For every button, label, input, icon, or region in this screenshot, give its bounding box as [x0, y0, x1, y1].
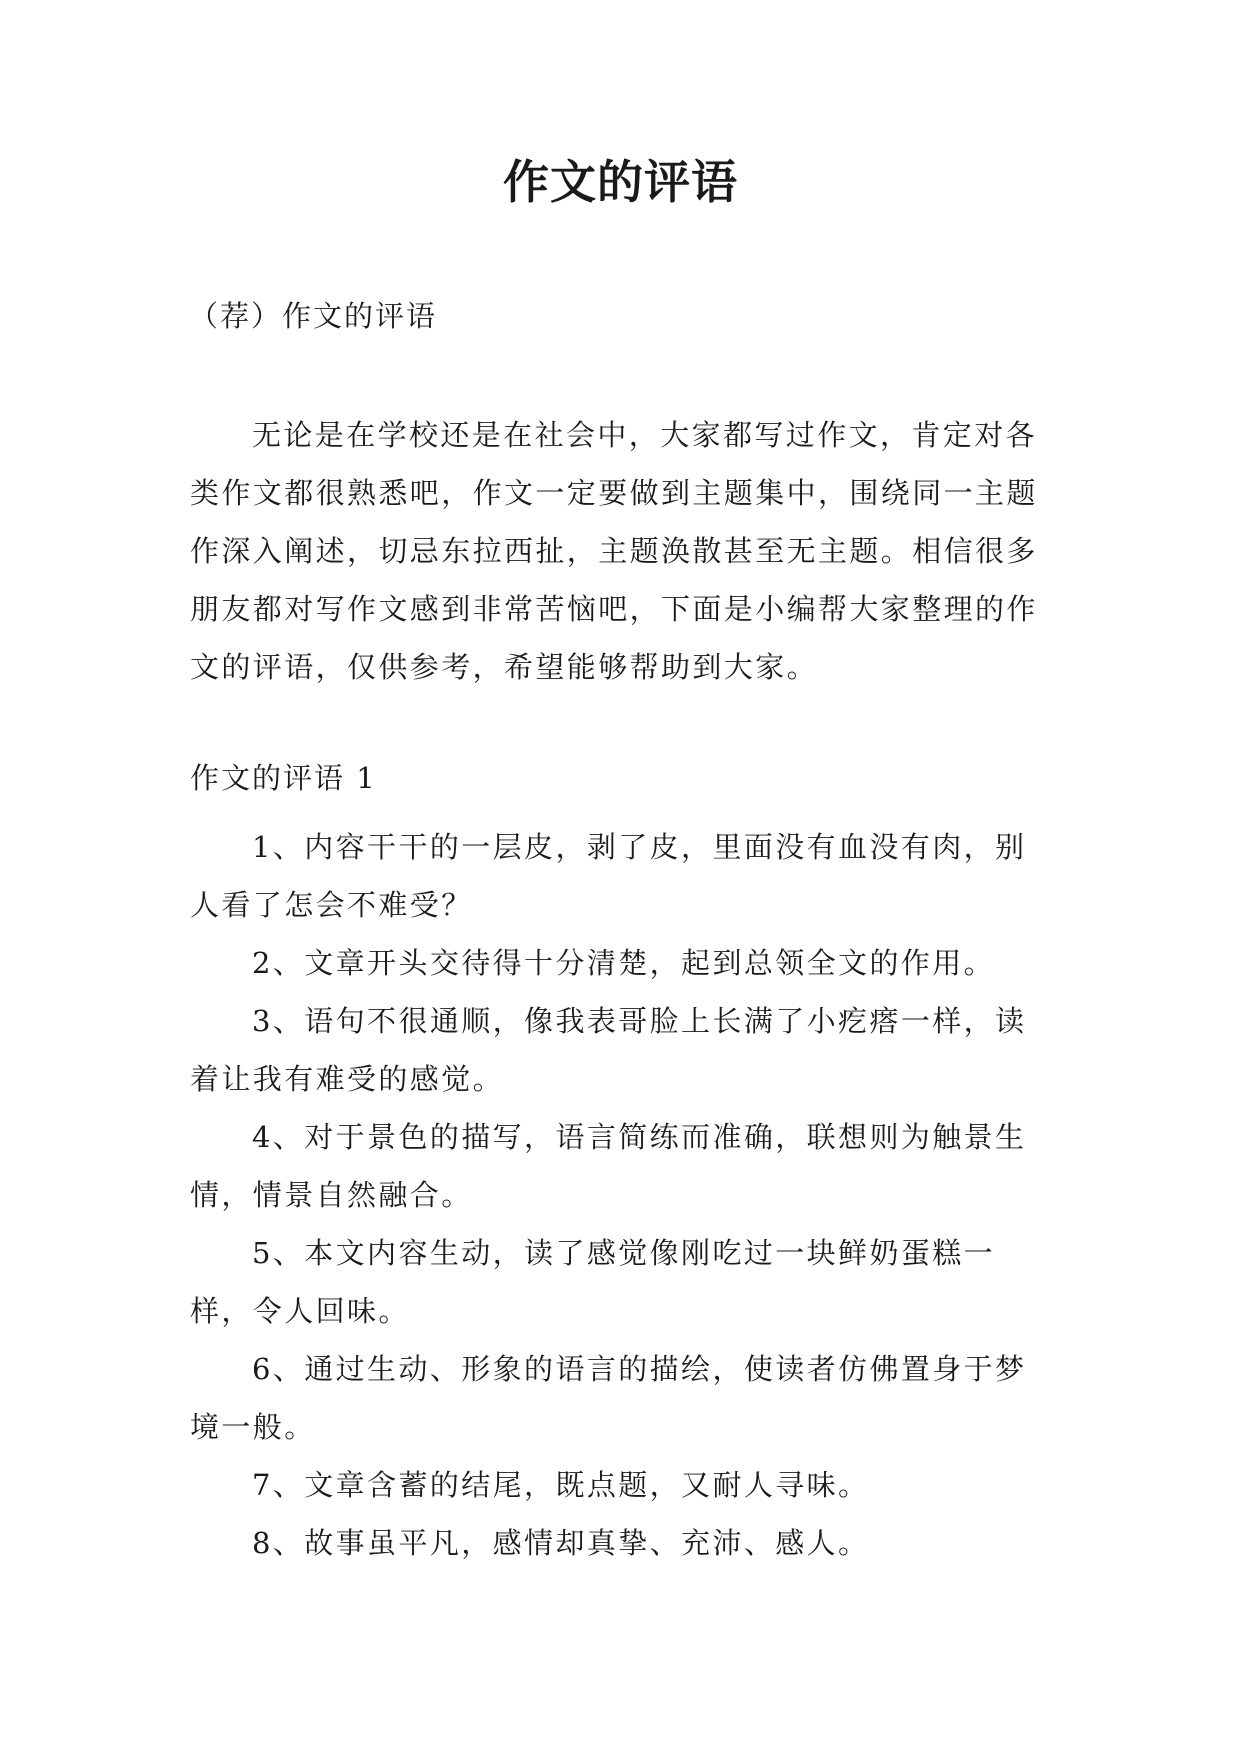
comment-list: [190, 818, 1056, 1572]
comment-item-2: 2、文章开头交待得十分清楚，起到总领全文的作用。: [252, 946, 996, 980]
comment-item-6: 6、通过生动、形象的语言的描绘，使读者仿佛置身于梦境一般。: [190, 1352, 1027, 1444]
comment-item-1: 1、内容干干的一层皮，剥了皮，里面没有血没有肉，别人看了怎会不难受？: [190, 830, 1027, 922]
comment-item-8: 8、故事虽平凡，感情却真挚、充沛、感人。: [252, 1526, 870, 1560]
document-subtitle: （荐）作文的评语: [189, 299, 438, 333]
comment-item-3: 3、语句不很通顺，像我表哥脸上长满了小疙瘩一样，读着让我有难受的感觉。: [190, 1004, 1027, 1096]
comment-item-5: 5、本文内容生动，读了感觉像刚吃过一块鲜奶蛋糕一样，令人回味。: [190, 1236, 996, 1328]
section-heading: 作文的评语 1: [190, 761, 377, 795]
comment-item-7: 7、文章含蓄的结尾，既点题，又耐人寻味。: [252, 1468, 870, 1502]
comment-item-4: 4、对于景色的描写，语言简练而准确，联想则为触景生情，情景自然融合。: [190, 1120, 1027, 1212]
document-title: 作文的评语: [503, 155, 738, 209]
intro-paragraph: 无论是在学校还是在社会中，大家都写过作文，肯定对各类作文都很熟悉吧，作文一定要做到主题集中，围绕同一主题作深入阐述，切忌东拉西扯，主题涣散甚至无主题。相信很多朋友都对写作文感到非常苦恼吧，下面是小编帮大家整理的作文的评语，仅供参考，希望能够帮助到大家。: [190, 418, 1038, 684]
